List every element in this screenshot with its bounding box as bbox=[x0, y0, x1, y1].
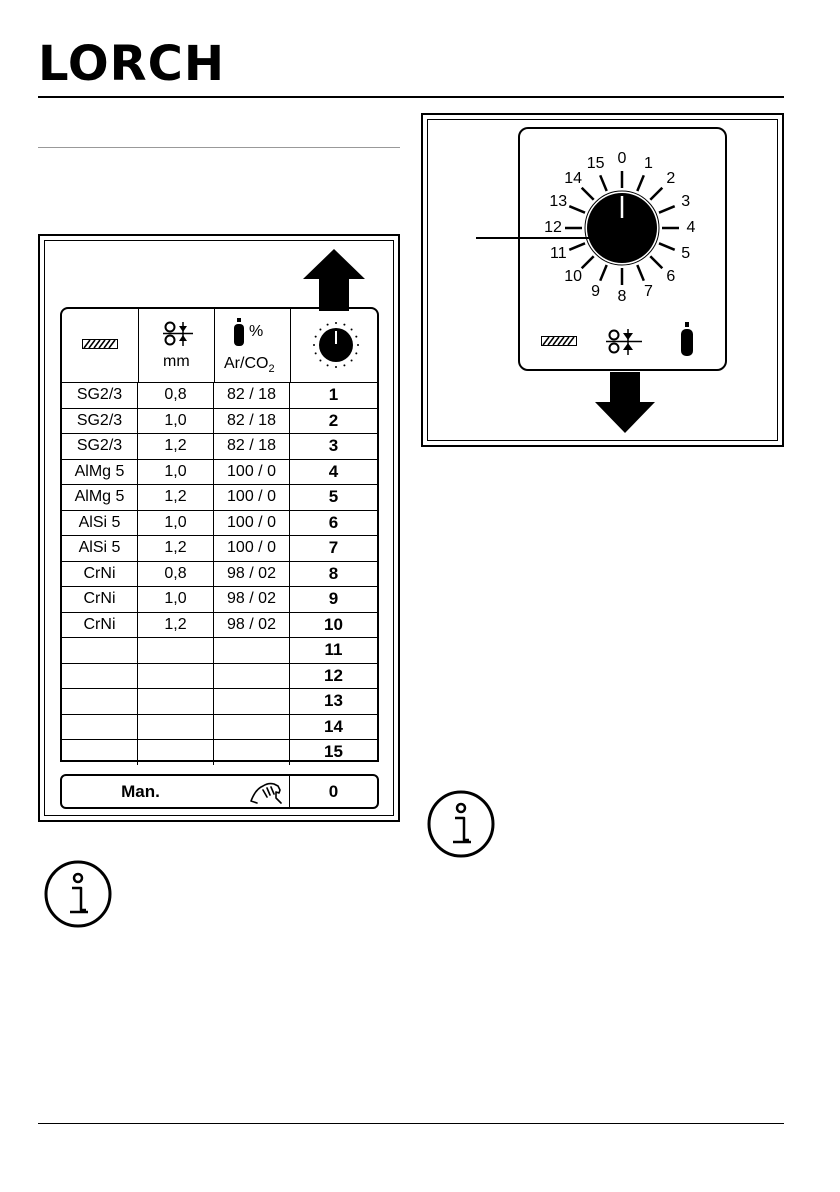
gas-mix-cell: 100 / 0 bbox=[214, 511, 290, 536]
position-cell: 15 bbox=[324, 742, 343, 762]
position-cell: 3 bbox=[328, 436, 339, 456]
footer-rule bbox=[38, 1123, 784, 1124]
wire-cell bbox=[62, 638, 138, 663]
gas-mix-cell: 82 / 18 bbox=[214, 434, 290, 459]
table-row bbox=[62, 714, 377, 740]
hand-icon bbox=[248, 781, 290, 805]
position-cell: 7 bbox=[328, 538, 339, 558]
settings-table bbox=[60, 307, 379, 762]
diameter-cell bbox=[138, 740, 214, 765]
diameter-unit-label: mm bbox=[163, 353, 190, 370]
gas-percent-label: % bbox=[249, 323, 264, 340]
diameter-cell bbox=[138, 689, 214, 714]
dial-number: 1 bbox=[643, 155, 653, 173]
wire-material-icon bbox=[82, 339, 118, 349]
dial-number: 11 bbox=[549, 245, 567, 263]
dial-tick bbox=[637, 175, 644, 191]
diameter-cell: 1,0 bbox=[138, 587, 214, 612]
wire-cell: AlSi 5 bbox=[62, 536, 138, 561]
arrow-down-icon bbox=[595, 372, 655, 434]
wire-cell: AlMg 5 bbox=[62, 460, 138, 485]
diameter-cell: 1,0 bbox=[138, 511, 214, 536]
dial-number: 5 bbox=[681, 245, 691, 263]
gas-mix-label: $Ar/CO_2$ bbox=[224, 355, 275, 376]
wire-cell bbox=[62, 689, 138, 714]
diameter-cell: 0,8 bbox=[138, 562, 214, 587]
diameter-cell bbox=[138, 638, 214, 663]
dial-number: 9 bbox=[591, 282, 601, 300]
wire-cell bbox=[62, 740, 138, 765]
wire-cell: CrNi bbox=[62, 562, 138, 587]
dial-tick bbox=[659, 243, 675, 250]
diameter-cell bbox=[138, 664, 214, 689]
gas-bottle-icon bbox=[681, 322, 693, 356]
dial-tick bbox=[600, 175, 607, 191]
dial-tick bbox=[569, 243, 585, 250]
table-row bbox=[62, 382, 377, 408]
wire-diameter-icon bbox=[163, 321, 193, 347]
table-row bbox=[62, 739, 377, 765]
wire-diameter-icon bbox=[606, 328, 642, 356]
gas-mix-cell bbox=[214, 664, 290, 689]
position-cell: 8 bbox=[328, 563, 339, 583]
position-cell: 5 bbox=[328, 487, 339, 507]
dial-number: 8 bbox=[617, 288, 627, 305]
wire-cell bbox=[62, 715, 138, 740]
dial-knob-icon bbox=[311, 320, 361, 370]
dial-number: 13 bbox=[549, 192, 568, 210]
table-row bbox=[62, 433, 377, 459]
position-cell: 6 bbox=[328, 512, 339, 532]
table-row bbox=[62, 663, 377, 689]
table-row bbox=[62, 688, 377, 714]
table-row bbox=[62, 535, 377, 561]
table-row bbox=[62, 484, 377, 510]
dial-number: 0 bbox=[617, 150, 627, 167]
dial-tick bbox=[650, 256, 662, 268]
wire-cell bbox=[62, 664, 138, 689]
table-row bbox=[62, 612, 377, 638]
diameter-cell: 1,2 bbox=[138, 485, 214, 510]
wire-cell: SG2/3 bbox=[62, 434, 138, 459]
position-cell: 2 bbox=[328, 410, 339, 430]
manual-row bbox=[60, 774, 379, 809]
diameter-cell: 1,0 bbox=[138, 409, 214, 434]
dial-tick bbox=[637, 265, 644, 281]
gas-mix-cell: 98 / 02 bbox=[214, 562, 290, 587]
wire-cell: CrNi bbox=[62, 613, 138, 638]
position-cell: 12 bbox=[324, 665, 343, 685]
wire-cell: AlSi 5 bbox=[62, 511, 138, 536]
wire-cell: AlMg 5 bbox=[62, 485, 138, 510]
wire-cell: SG2/3 bbox=[62, 409, 138, 434]
dial-number: 2 bbox=[666, 170, 676, 188]
gas-mix-cell: 82 / 18 bbox=[214, 383, 290, 408]
gas-mix-cell: 82 / 18 bbox=[214, 409, 290, 434]
brand-logo: LORCH bbox=[38, 36, 226, 92]
dial-number: 12 bbox=[544, 219, 562, 236]
dial-number: 4 bbox=[686, 219, 696, 236]
position-cell: 9 bbox=[328, 589, 339, 609]
gas-mix-cell bbox=[214, 715, 290, 740]
gas-mix-cell bbox=[214, 638, 290, 663]
dial-tick bbox=[582, 256, 594, 268]
table-row bbox=[62, 459, 377, 485]
position-cell: 14 bbox=[324, 716, 343, 736]
gas-bottle-icon bbox=[234, 318, 244, 346]
arrow-up-icon bbox=[302, 249, 366, 311]
dial-tick bbox=[600, 265, 607, 281]
dial-tick bbox=[582, 188, 594, 200]
gas-mix-cell: 100 / 0 bbox=[214, 485, 290, 510]
wire-cell: CrNi bbox=[62, 587, 138, 612]
dial-tick bbox=[569, 206, 585, 213]
dial-number: 10 bbox=[564, 267, 583, 285]
table-row bbox=[62, 637, 377, 663]
dial-number: 14 bbox=[564, 170, 583, 188]
table-row bbox=[62, 561, 377, 587]
position-cell: 1 bbox=[328, 385, 339, 405]
table-row bbox=[62, 586, 377, 612]
dial-number: 3 bbox=[681, 192, 691, 210]
position-cell: 10 bbox=[324, 614, 343, 634]
diameter-cell: 0,8 bbox=[138, 383, 214, 408]
table-row bbox=[62, 408, 377, 434]
header-rule bbox=[38, 96, 784, 98]
gas-mix-cell: 100 / 0 bbox=[214, 460, 290, 485]
gas-mix-cell bbox=[214, 689, 290, 714]
wire-material-icon bbox=[541, 336, 577, 346]
diameter-cell: 1,0 bbox=[138, 460, 214, 485]
dial-number: 6 bbox=[666, 267, 676, 285]
dial-number: 7 bbox=[643, 282, 653, 300]
info-icon bbox=[425, 788, 497, 860]
table-row bbox=[62, 510, 377, 536]
wire-cell: SG2/3 bbox=[62, 383, 138, 408]
dial-tick bbox=[650, 188, 662, 200]
gas-mix-cell: 98 / 02 bbox=[214, 613, 290, 638]
position-cell: 13 bbox=[324, 691, 343, 711]
gas-mix-cell bbox=[214, 740, 290, 765]
section-rule bbox=[38, 147, 400, 148]
gas-mix-cell: 98 / 02 bbox=[214, 587, 290, 612]
diameter-cell bbox=[138, 715, 214, 740]
info-icon bbox=[42, 858, 114, 930]
position-cell: 4 bbox=[328, 461, 339, 481]
manual-label: Man. bbox=[62, 776, 290, 807]
table-header bbox=[62, 309, 377, 382]
position-cell: 11 bbox=[324, 640, 343, 660]
manual-position: 0 bbox=[328, 781, 339, 801]
dial-tick bbox=[659, 206, 675, 213]
gas-mix-cell: 100 / 0 bbox=[214, 536, 290, 561]
diameter-cell: 1,2 bbox=[138, 536, 214, 561]
dial-number: 15 bbox=[586, 155, 605, 173]
diameter-cell: 1,2 bbox=[138, 434, 214, 459]
diameter-cell: 1,2 bbox=[138, 613, 214, 638]
